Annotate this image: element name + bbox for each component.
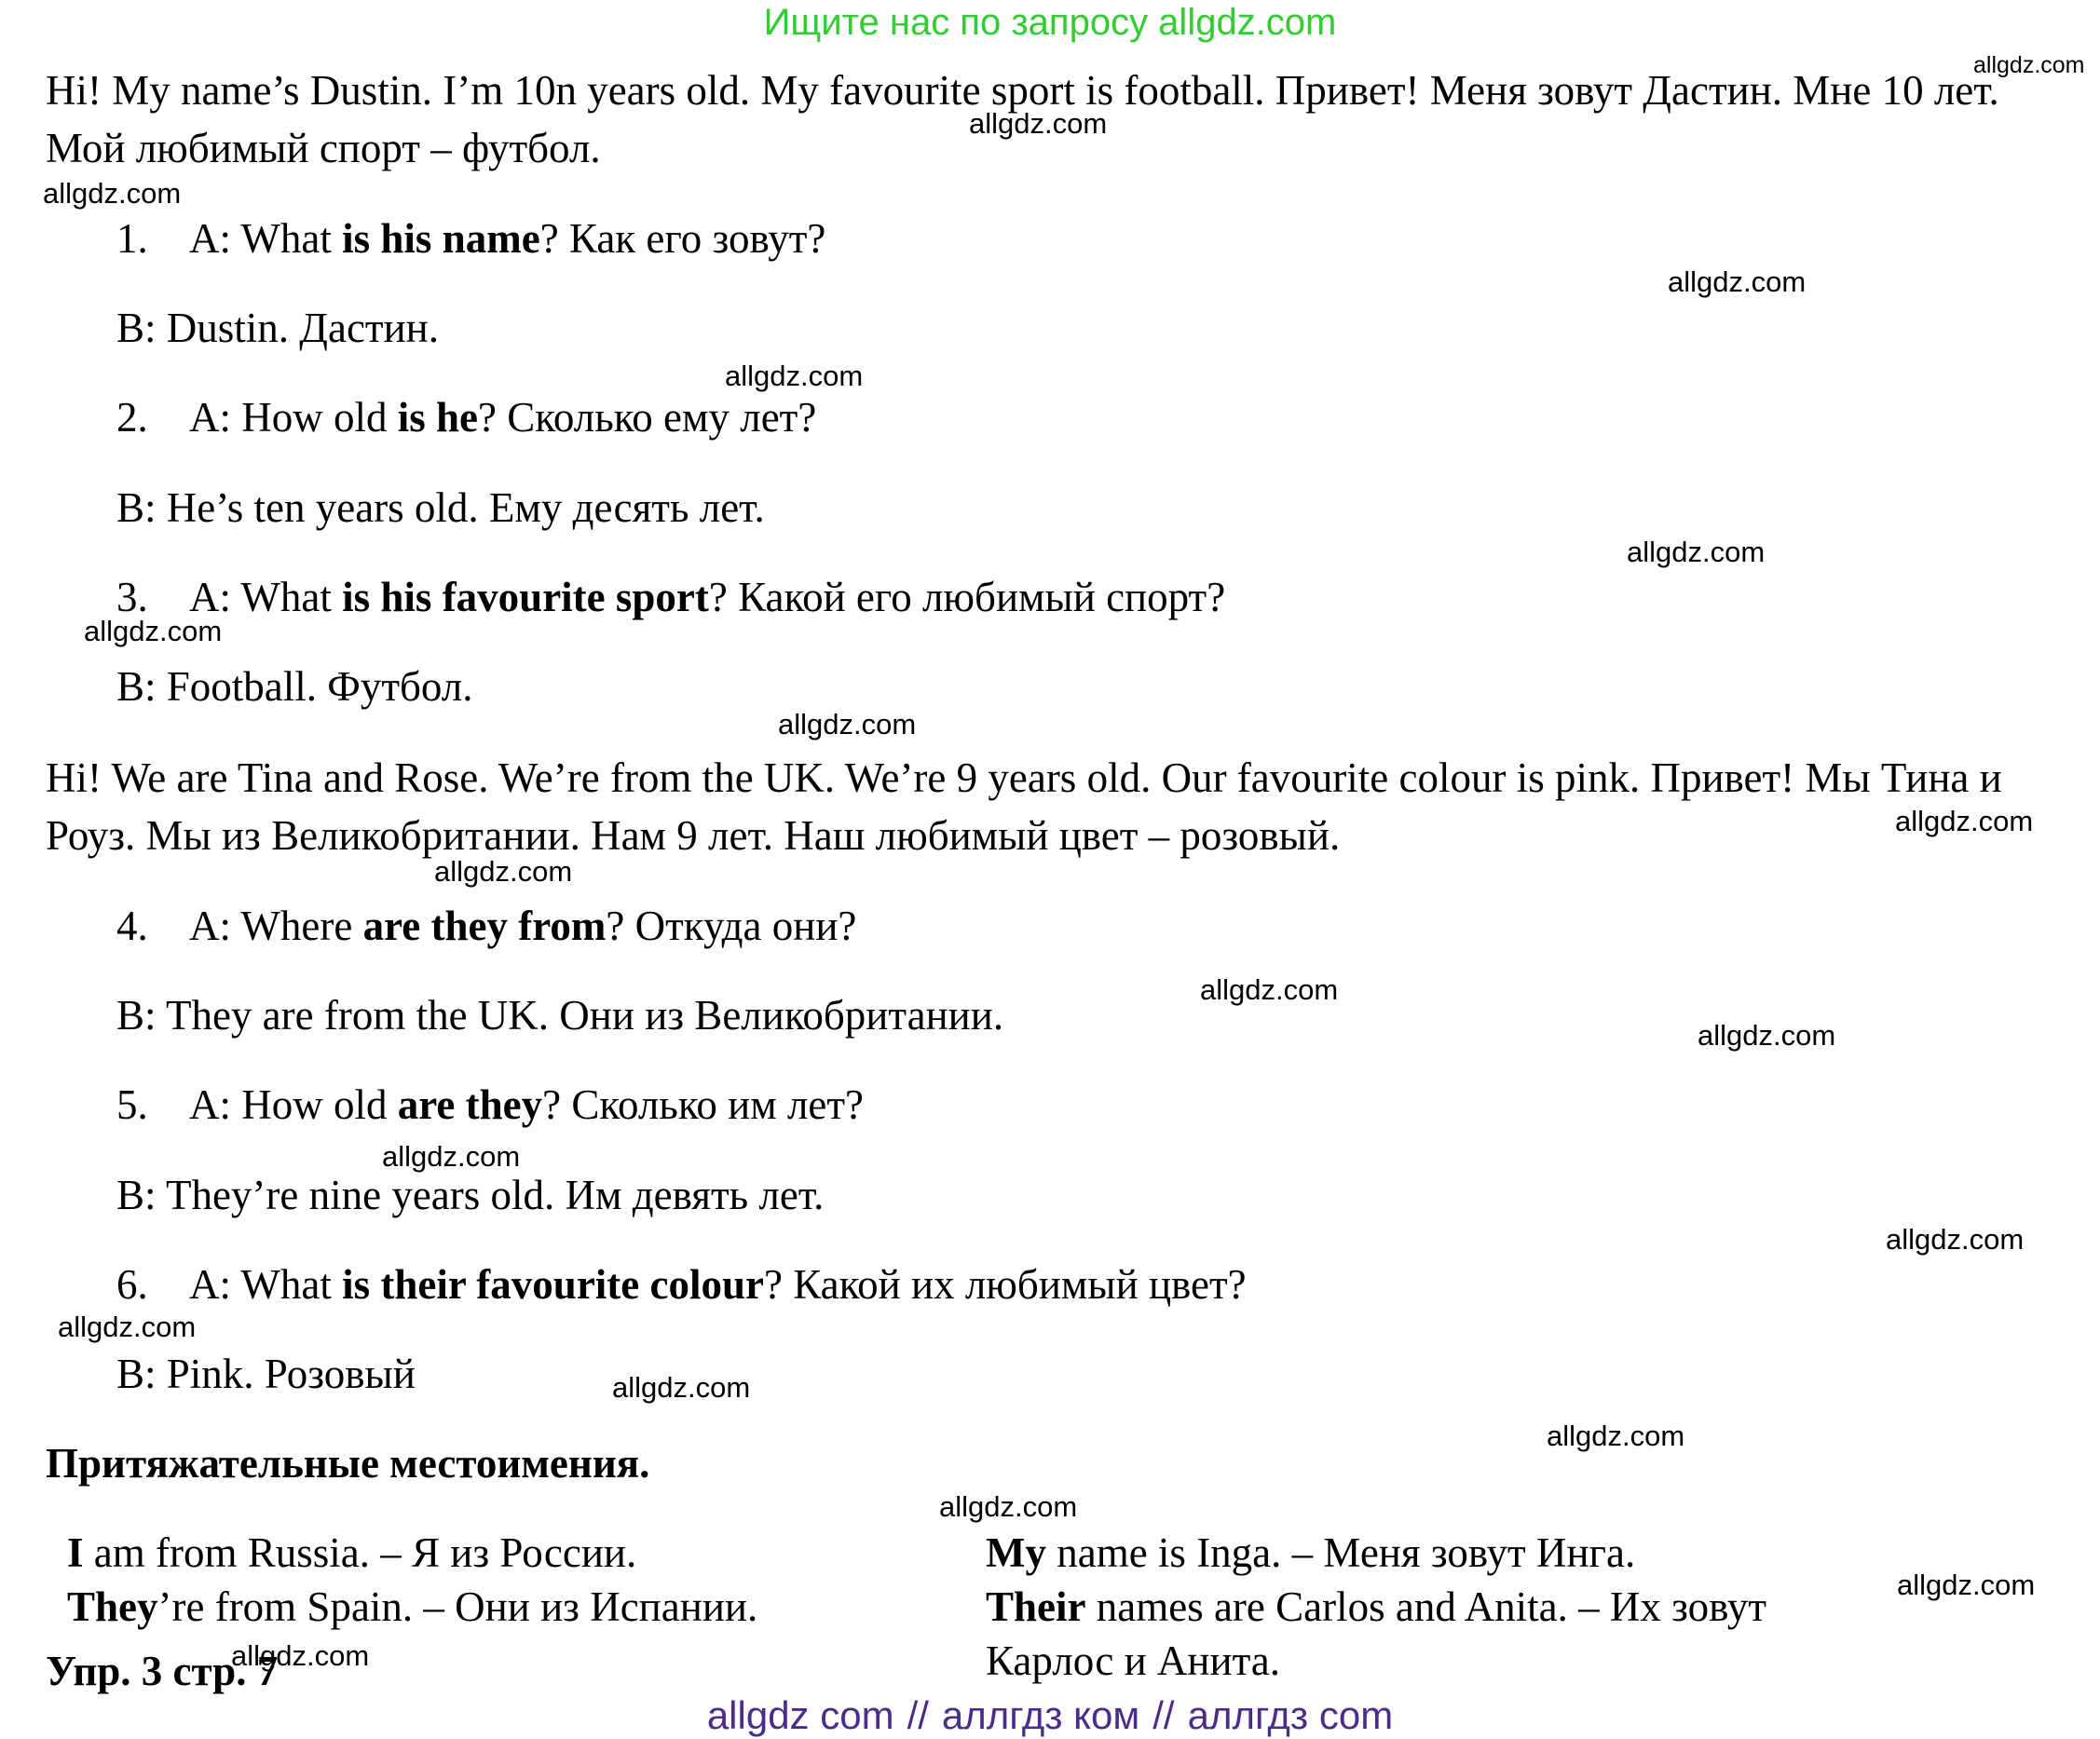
bottom-banner-link-1[interactable]: allgdz com [706,1693,894,1737]
watermark: allgdz.com [84,615,223,647]
watermark: allgdz.com [778,708,917,740]
answer-2: B: He’s ten years old. Ему десять лет. [116,484,765,531]
separator: // [907,1693,929,1737]
watermark: allgdz.com [1698,1019,1836,1052]
bottom-banner [0,1693,2100,1738]
pronoun-example-left-2: They’re from Spain. – Они из Испании. [67,1583,758,1630]
watermark: allgdz.com [1886,1223,2025,1256]
question-number: 1. [116,215,148,262]
question-number: 4. [116,903,148,949]
question-number: 2. [116,394,148,441]
separator: // [1152,1693,1175,1737]
answer-6: B: Pink. Розовый [116,1351,416,1397]
pronoun-example-right-2: Their names are Carlos and Anita. – Их зовут [986,1583,1766,1630]
watermark: allgdz.com [231,1639,370,1672]
watermark: allgdz.com [1200,973,1339,1006]
intro-paragraph-tina-rose: Hi! We are Tina and Rose. We’re from the UK. We’re 9 years old. Our favourite colour is pink. Привет! Мы Тина и Роуз. Мы из Великобритании. Нам 9 лет. Наш любимый цвет – розовый. [46,754,2002,859]
watermark: allgdz.com [1627,536,1766,568]
question-number: 3. [116,574,148,620]
question-4: 4. A: Where are they from? Откуда они? [116,900,856,952]
question-6: 6. A: What is their favourite colour? Какой их любимый цвет? [116,1258,1247,1311]
watermark: allgdz.com [939,1490,1078,1523]
answer-3: B: Football. Футбол. [116,663,473,710]
question-1: 1. A: What is his name? Как его зовут? [116,212,825,265]
bottom-banner-link-3[interactable]: аллгдз com [1187,1693,1394,1737]
watermark: allgdz.com [1973,52,2085,78]
question-number: 6. [116,1261,148,1308]
watermark: allgdz.com [969,107,1108,140]
watermark: allgdz.com [725,360,864,392]
intro-paragraph-dustin: Hi! My name’s Dustin. I’m 10n years old. My favourite sport is football. Привет! Меня зовут Дастин. Мне 10 лет. Мой любимый спорт – футбол. [46,67,1999,171]
question-number: 5. [116,1081,148,1128]
cutoff-next-exercise: Упр. 3 стр. 7 [46,1648,279,1694]
pronoun-example-right-1: My name is Inga. – Меня зовут Инга. [986,1529,1636,1576]
answer-5: B: They’re nine years old. Им девять лет. [116,1172,825,1218]
bottom-banner-link-2[interactable]: аллгдз ком [941,1693,1140,1737]
pronoun-example-left-1: I am from Russia. – Я из России. [67,1529,637,1576]
pronoun-example-right-3: Карлос и Анита. [986,1637,1281,1684]
question-3: 3. A: What is his favourite sport? Какой его любимый спорт? [116,571,1225,623]
section-heading: Притяжательные местоимения. [46,1440,650,1487]
watermark: allgdz.com [382,1140,521,1173]
watermark: allgdz.com [1895,805,2034,837]
top-banner: Ищите нас по запросу allgdz.com [763,2,1337,43]
question-5: 5. A: How old are they? Сколько им лет? [116,1079,864,1131]
watermark: allgdz.com [434,855,573,888]
watermark: allgdz.com [1547,1420,1685,1452]
watermark: allgdz.com [58,1311,197,1343]
answer-1: B: Dustin. Дастин. [116,305,440,351]
watermark: allgdz.com [1668,265,1807,298]
watermark: allgdz.com [1897,1569,2036,1601]
question-2: 2. A: How old is he? Сколько ему лет? [116,391,816,443]
answer-4: B: They are from the UK. Они из Великобритании. [116,992,1004,1039]
watermark: allgdz.com [612,1371,751,1404]
watermark: allgdz.com [43,177,182,210]
